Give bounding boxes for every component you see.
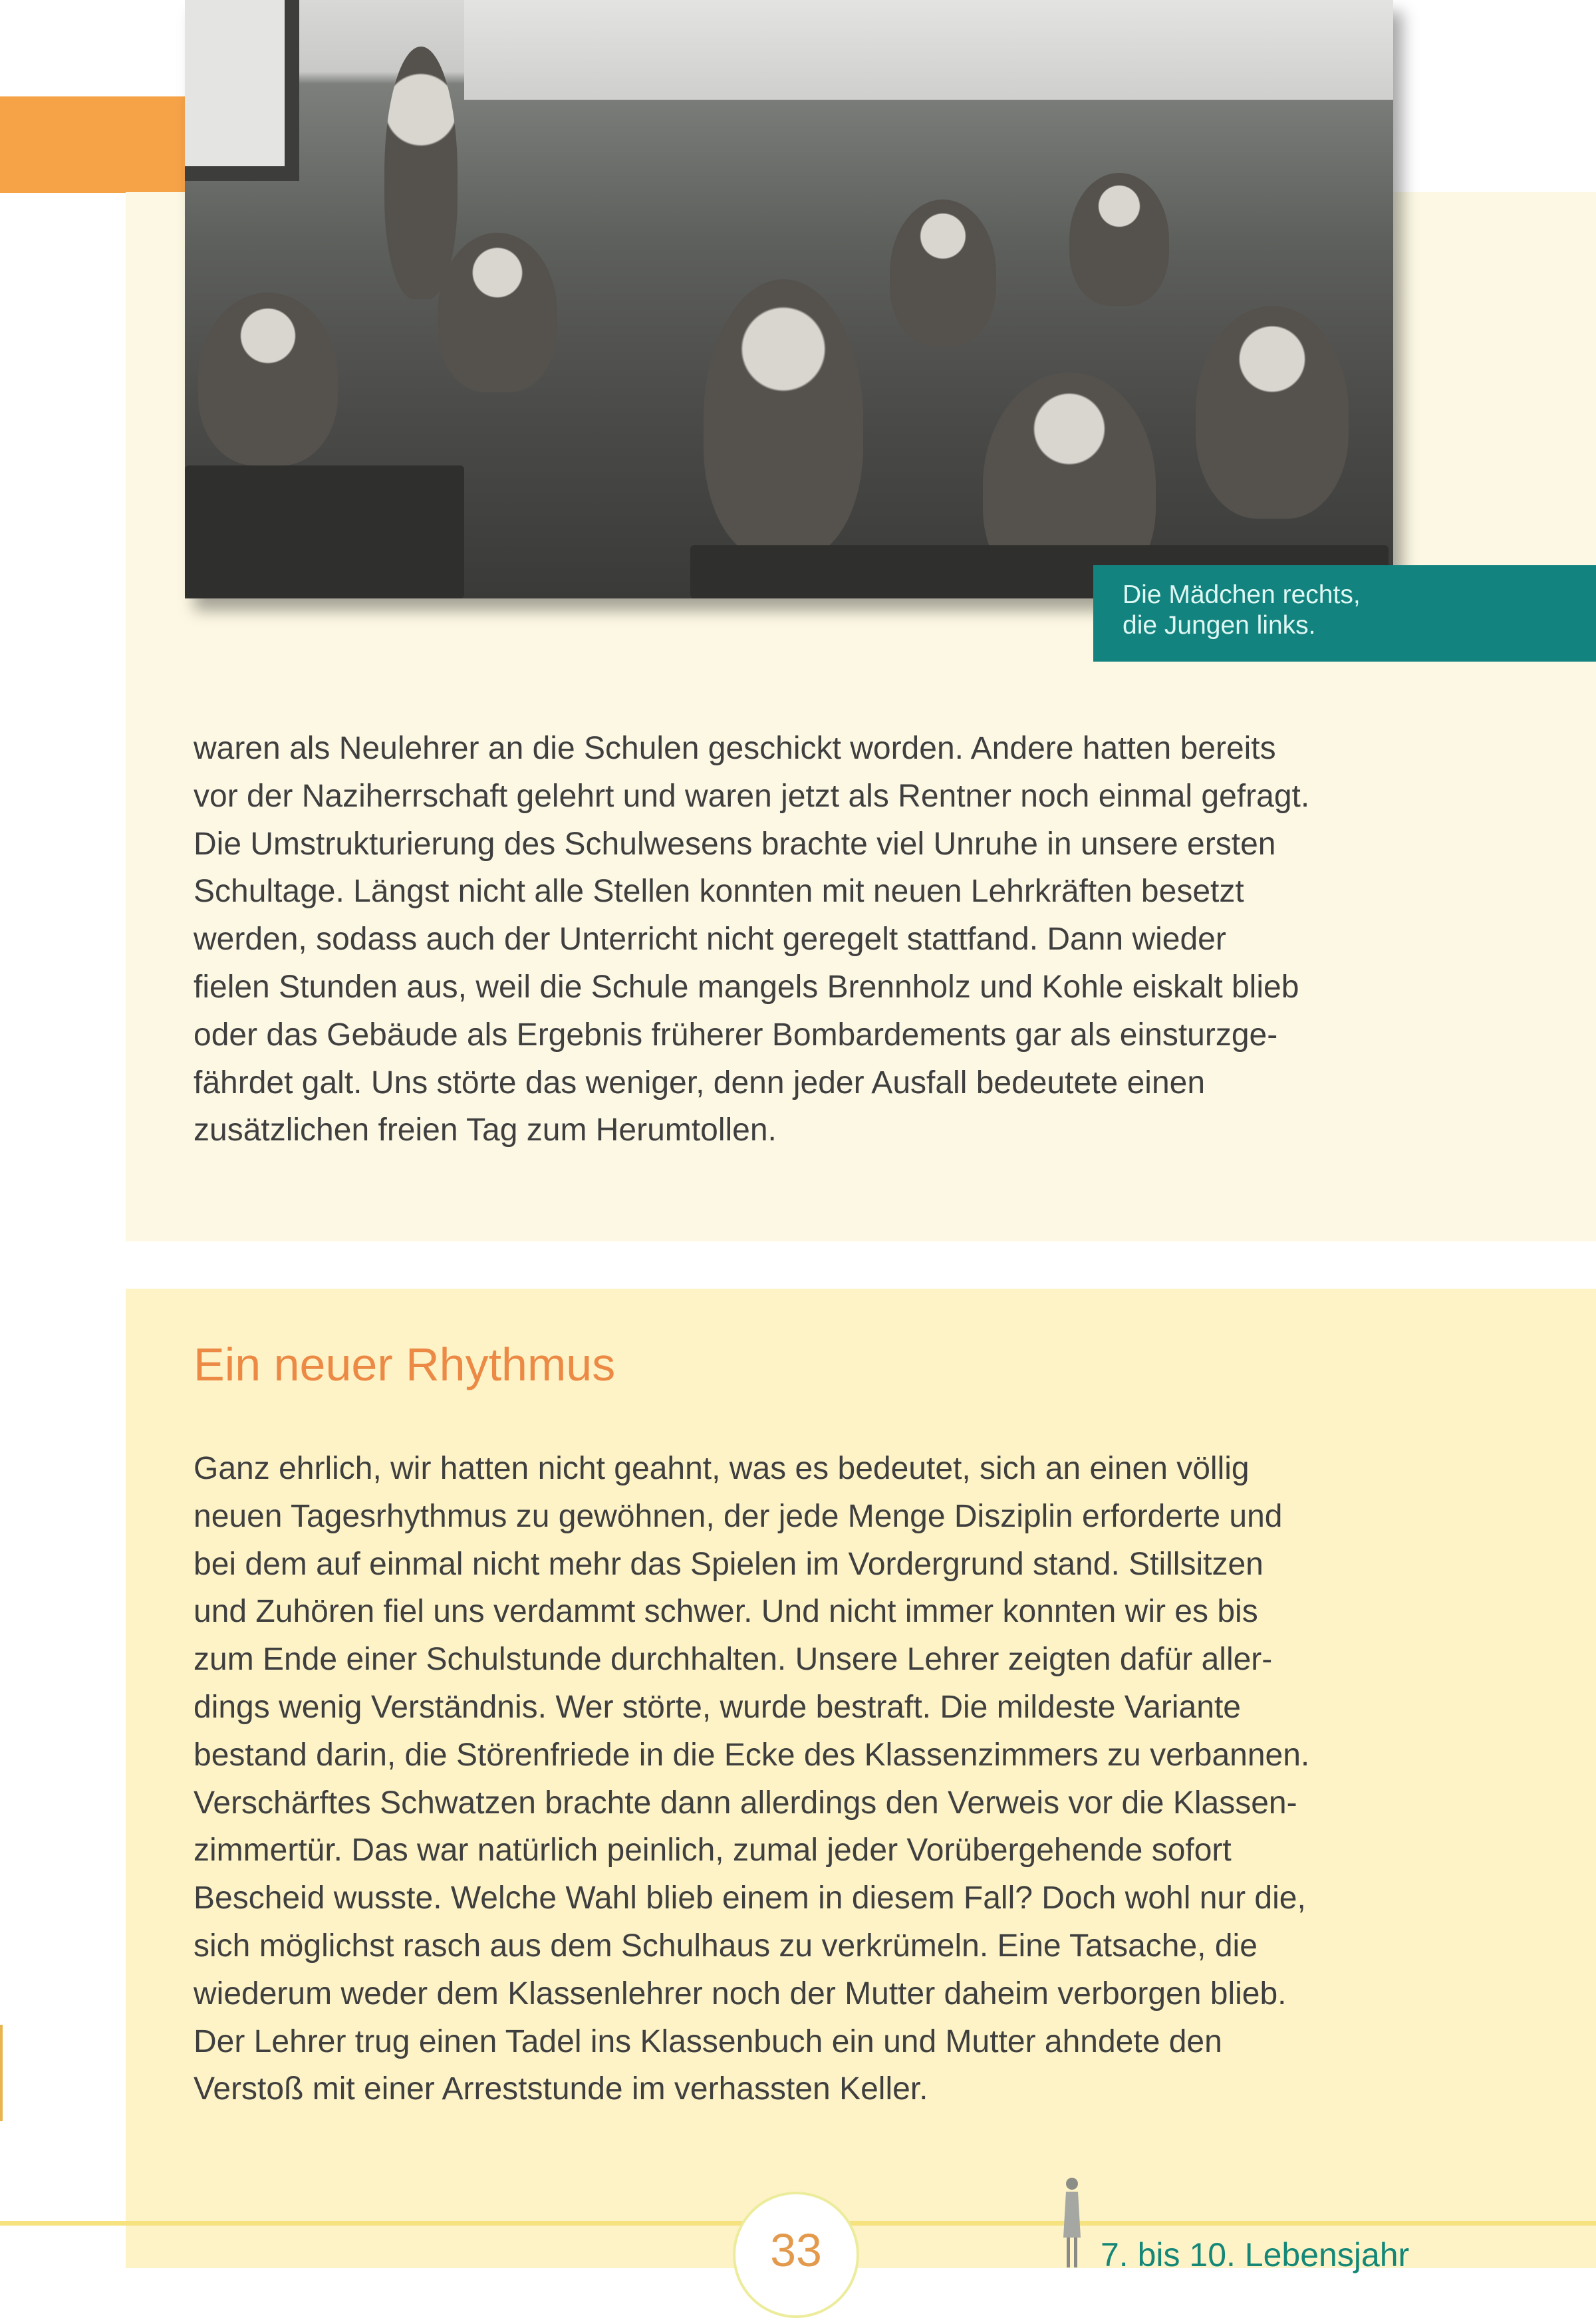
photo-pupil	[198, 293, 338, 465]
photo-caption	[1093, 565, 1596, 662]
margin-marker	[0, 2025, 3, 2121]
page-number-badge	[733, 2192, 859, 2318]
section-heading: Ein neuer Rhythmus	[194, 1339, 616, 1390]
photo-pupil	[890, 199, 996, 346]
text-line: Ganz ehrlich, wir hatten nicht geahnt, was es bedeutet, sich an einen völlig	[194, 1451, 1250, 1486]
text-line: dings wenig Verständnis. Wer störte, wurde bestraft. Die mildeste Variante	[194, 1689, 1241, 1725]
text-line: zusätzlichen freien Tag zum Herumtollen.	[194, 1112, 777, 1148]
text-line: zimmertür. Das war natürlich peinlich, zumal jeder Vorübergehende sofort	[194, 1833, 1232, 1869]
body-text-upper	[194, 725, 1430, 1154]
photo-teacher	[384, 47, 458, 299]
text-line: fielen Stunden aus, weil die Schule mangels Brennholz und Kohle eiskalt blieb	[194, 969, 1299, 1005]
text-line: bei dem auf einmal nicht mehr das Spielen im Vordergrund stand. Stillsitzen	[194, 1546, 1264, 1582]
caption-line: Die Mädchen rechts,	[1123, 580, 1361, 609]
text-line: Verstoß mit einer Arreststunde im verhassten Keller.	[194, 2071, 928, 2107]
chapter-label: 7. bis 10. Lebensjahr	[1101, 2236, 1410, 2273]
text-line: Die Umstrukturierung des Schulwesens brachte viel Unruhe in unsere ersten	[194, 826, 1276, 862]
classroom-photo	[185, 0, 1393, 598]
body-text-lower	[194, 1445, 1430, 2113]
text-line: zum Ende einer Schulstunde durchhalten. Unsere Lehrer zeigten dafür aller-	[194, 1642, 1273, 1678]
photo-pupil	[1196, 306, 1349, 519]
photo-pupil	[1069, 173, 1169, 306]
caption-line: die Jungen links.	[1123, 611, 1316, 640]
text-line: wiederum weder dem Klassenlehrer noch der Mutter daheim verborgen blieb.	[194, 1976, 1287, 2011]
text-line: vor der Naziherrschaft gelehrt und waren jetzt als Rentner noch einmal gefragt.	[194, 778, 1310, 814]
text-line: Der Lehrer trug einen Tadel ins Klassenbuch ein und Mutter ahndete den	[194, 2023, 1222, 2059]
text-line: und Zuhören fiel uns verdammt schwer. Und nicht immer konnten wir es bis	[194, 1594, 1258, 1630]
text-line: fährdet galt. Uns störte das weniger, denn jeder Ausfall bedeutete einen	[194, 1065, 1206, 1100]
text-line: oder das Gebäude als Ergebnis früherer Bombardements gar als einsturzge-	[194, 1017, 1278, 1053]
text-line: werden, sodass auch der Unterricht nicht geregelt stattfand. Dann wieder	[194, 922, 1226, 958]
photo-pupil	[438, 233, 557, 392]
text-line: waren als Neulehrer an die Schulen geschickt worden. Andere hatten bereits	[194, 731, 1276, 766]
text-line: bestand darin, die Störenfriede in die Ecke des Klassenzimmers zu verbannen.	[194, 1737, 1310, 1773]
photo-wall	[464, 0, 1393, 100]
text-line: Schultage. Längst nicht alle Stellen konnten mit neuen Lehrkräften besetzt	[194, 874, 1244, 910]
girl-figure-icon	[1061, 2174, 1083, 2274]
photo-pupil	[704, 279, 863, 559]
page-number: 33	[770, 2224, 822, 2276]
text-line: Bescheid wusste. Welche Wahl blieb einem in diesem Fall? Doch wohl nur die,	[194, 1880, 1306, 1916]
text-line: sich möglichst rasch aus dem Schulhaus zu verkrümeln. Eine Tatsache, die	[194, 1928, 1258, 1964]
text-line: Verschärftes Schwatzen brachte dann allerdings den Verweis vor die Klassen-	[194, 1785, 1297, 1821]
photo-blackboard	[185, 0, 299, 181]
photo-desk	[185, 465, 464, 598]
text-line: neuen Tagesrhythmus zu gewöhnen, der jede Menge Disziplin erforderte und	[194, 1498, 1283, 1534]
orange-accent-bar	[0, 96, 185, 193]
